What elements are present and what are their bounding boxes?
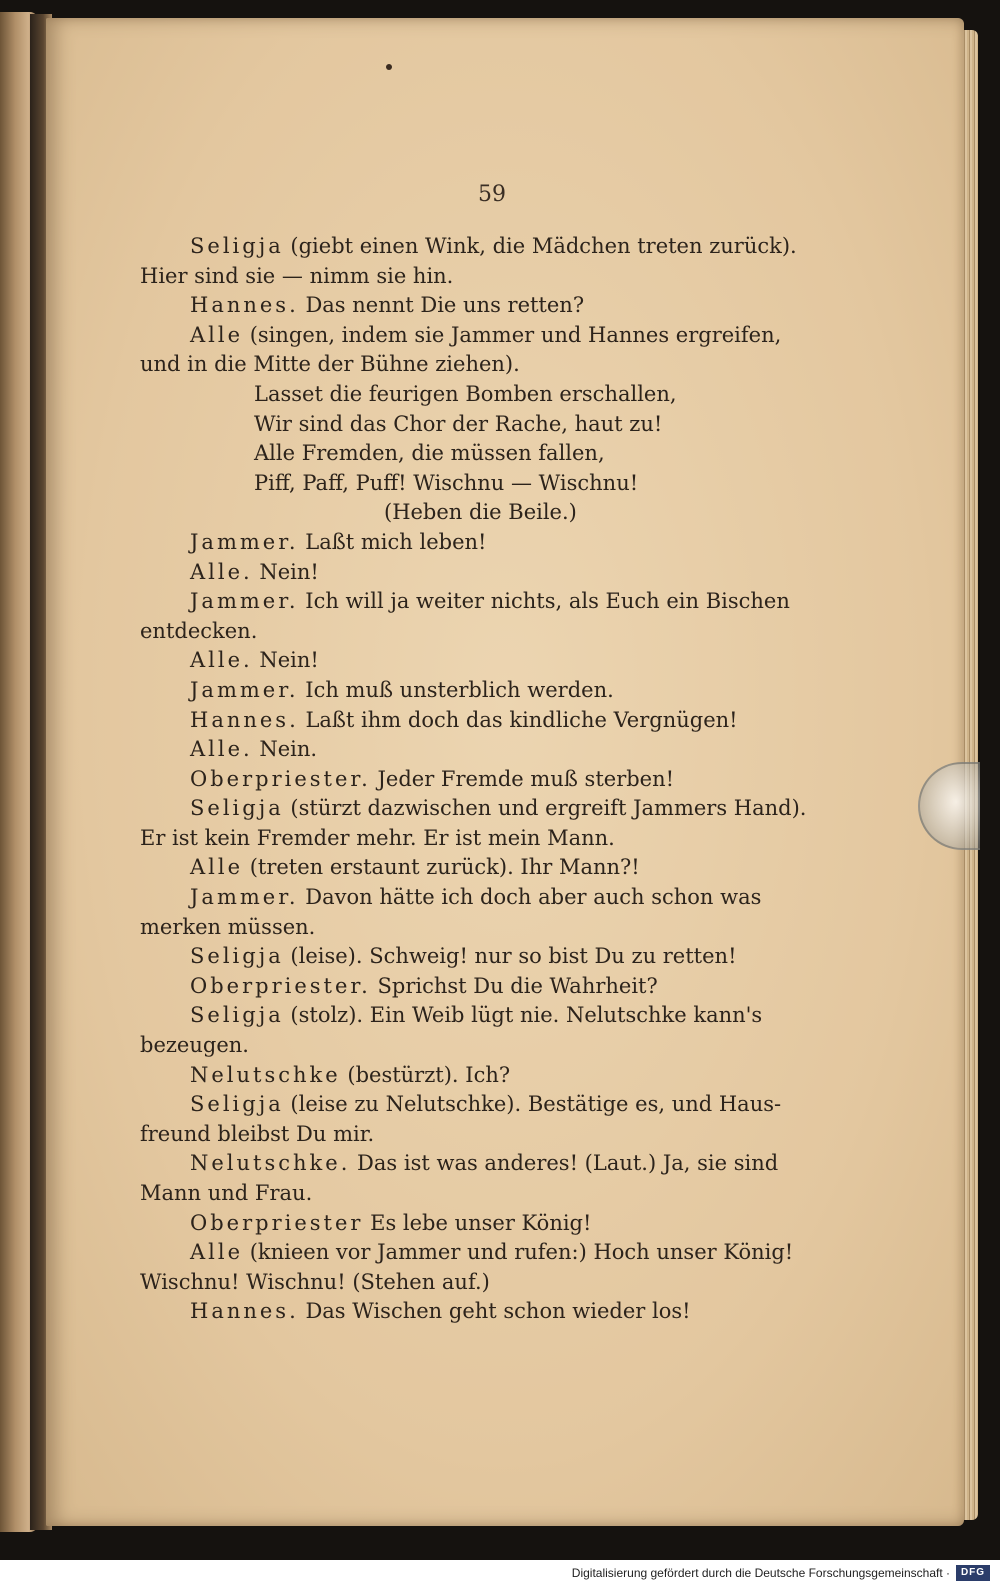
text-line	[140, 380, 820, 410]
text-line	[140, 262, 820, 292]
page-number: 59	[478, 182, 506, 207]
speaker-name: Nelutschke	[190, 1062, 341, 1087]
line-text: (singen, indem sie Jammer und Hannes ergreifen,	[243, 322, 782, 347]
line-text: Jeder Fremde muß sterben!	[370, 766, 675, 791]
speaker-name: Oberpriester.	[190, 973, 371, 998]
text-line	[140, 972, 820, 1002]
text-line	[140, 439, 820, 469]
line-text: Hier sind sie — nimm sie hin.	[140, 263, 454, 288]
line-text: Davon hätte ich doch aber auch schon was	[298, 885, 762, 910]
speaker-name: Oberpriester	[190, 1210, 364, 1235]
text-line	[140, 794, 820, 824]
text-line	[140, 824, 820, 854]
line-text: Laßt mich leben!	[298, 529, 487, 554]
text-line	[140, 1268, 820, 1298]
speaker-name: Hannes.	[190, 707, 299, 732]
line-text: (stürzt dazwischen und ergreift Jammers Hand).	[283, 796, 807, 821]
text-line	[140, 676, 820, 706]
line-text: Wir sind das Chor der Rache, haut zu!	[254, 411, 663, 436]
text-line	[140, 1179, 820, 1209]
line-text: Wischnu! Wischnu! (Stehen auf.)	[140, 1269, 490, 1294]
line-text: entdecken.	[140, 618, 258, 643]
ink-spot	[386, 64, 392, 70]
text-line	[140, 291, 820, 321]
line-text: Das ist was anderes! (Laut.) Ja, sie sind	[350, 1151, 779, 1176]
line-text: Nein!	[252, 648, 319, 673]
text-line	[140, 1209, 820, 1239]
text-line	[140, 528, 820, 558]
speaker-name: Alle	[190, 322, 244, 347]
text-line	[140, 913, 820, 943]
footer-credit: Digitalisierung gefördert durch die Deutsche Forschungsgemeinschaft ·	[571, 1566, 950, 1580]
text-line	[140, 942, 820, 972]
speaker-name: Alle.	[190, 648, 253, 673]
speaker-name: Seligja	[190, 1092, 284, 1117]
line-text: Ich will ja weiter nichts, als Euch ein Bischen	[298, 589, 790, 614]
line-text: Er ist kein Fremder mehr. Er ist mein Mann.	[140, 825, 615, 850]
line-text: (bestürzt). Ich?	[340, 1062, 511, 1087]
speaker-name: Alle	[190, 855, 244, 880]
text-line	[140, 558, 820, 588]
text-line	[140, 646, 820, 676]
line-text: (giebt einen Wink, die Mädchen treten zurück).	[283, 234, 797, 258]
line-text: und in die Mitte der Bühne ziehen).	[140, 352, 520, 377]
line-text: (leise zu Nelutschke). Bestätige es, und Haus-	[283, 1092, 782, 1117]
line-text: merken müssen.	[140, 914, 316, 939]
speaker-name: Seligja	[190, 796, 284, 821]
line-text: Alle Fremden, die müssen fallen,	[254, 441, 605, 466]
text-line	[140, 232, 820, 262]
speaker-name: Jammer.	[190, 529, 299, 554]
text-line	[140, 350, 820, 380]
speaker-name: Hannes.	[190, 293, 299, 318]
speaker-name: Seligja	[190, 1003, 284, 1028]
speaker-name: Seligja	[190, 944, 284, 969]
speaker-name: Hannes.	[190, 1299, 299, 1324]
text-line	[140, 1061, 820, 1091]
line-text: (treten erstaunt zurück). Ihr Mann?!	[243, 855, 640, 880]
text-line	[140, 498, 820, 528]
line-text: Ich muß unsterblich werden.	[298, 677, 614, 702]
line-text: bezeugen.	[140, 1033, 249, 1058]
line-text: Laßt ihm doch das kindliche Vergnügen!	[298, 707, 738, 732]
speaker-name: Alle.	[190, 559, 253, 584]
text-line	[140, 735, 820, 765]
text-line	[140, 765, 820, 795]
text-line	[140, 1149, 820, 1179]
dfg-logo-icon: DFG	[956, 1565, 990, 1581]
text-line	[140, 469, 820, 499]
text-line	[140, 1001, 820, 1031]
line-text: Piff, Paff, Puff! Wischnu — Wischnu!	[254, 470, 639, 495]
text-line	[140, 706, 820, 736]
text-line	[140, 883, 820, 913]
text-line	[140, 1297, 820, 1327]
speaker-name: Oberpriester.	[190, 766, 371, 791]
line-text: freund bleibst Du mir.	[140, 1121, 375, 1146]
line-text: Das Wischen geht schon wieder los!	[298, 1299, 691, 1324]
text-line	[140, 1120, 820, 1150]
speaker-name: Jammer.	[190, 677, 299, 702]
text-line	[140, 1090, 820, 1120]
line-text: Lasset die feurigen Bomben erschallen,	[254, 381, 677, 406]
line-text: (knieen vor Jammer und rufen:) Hoch unser König!	[243, 1240, 794, 1265]
text-line	[140, 321, 820, 351]
line-text: (Heben die Beile.)	[384, 500, 577, 525]
speaker-name: Seligja	[190, 234, 284, 258]
text-line	[140, 1238, 820, 1268]
speaker-name: Alle.	[190, 737, 253, 762]
text-line	[140, 410, 820, 440]
page-text	[140, 232, 820, 1327]
text-line	[140, 1031, 820, 1061]
line-text: (stolz). Ein Weib lügt nie. Nelutschke kann's	[283, 1003, 763, 1028]
line-text: Sprichst Du die Wahrheit?	[370, 973, 658, 998]
speaker-name: Jammer.	[190, 885, 299, 910]
speaker-name: Jammer.	[190, 589, 299, 614]
text-line	[140, 617, 820, 647]
line-text: Das nennt Die uns retten?	[298, 293, 585, 318]
speaker-name: Alle	[190, 1240, 244, 1265]
line-text: Es lebe unser König!	[363, 1210, 592, 1235]
line-text: Nein.	[252, 737, 318, 762]
text-line	[140, 853, 820, 883]
footer-bar	[0, 1560, 1000, 1588]
line-text: Nein!	[252, 559, 319, 584]
line-text: (leise). Schweig! nur so bist Du zu retten!	[283, 944, 737, 969]
speaker-name: Nelutschke.	[190, 1151, 351, 1176]
text-line	[140, 587, 820, 617]
line-text: Mann und Frau.	[140, 1181, 313, 1205]
